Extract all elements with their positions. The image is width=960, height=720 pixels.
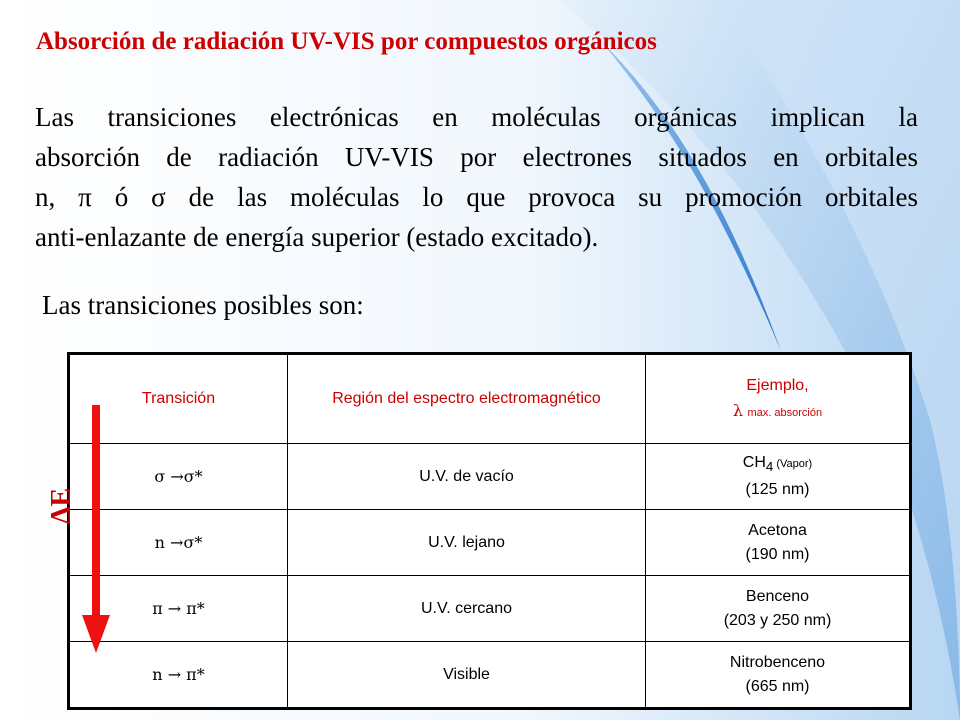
intro-paragraph [35,97,918,257]
header-region: Región del espectro electromagnético [288,354,646,444]
example-subscript: 4 [765,459,774,475]
example-value: (203 y 250 nm) [723,611,832,629]
header-example [646,354,911,444]
lambda-symbol: λ [732,401,744,420]
table-row [69,576,911,642]
example-compound: Nitrobenceno [729,653,826,671]
transitions-subtitle: Las transiciones posibles son: [42,290,364,320]
paragraph-line: anti-enlazante de energía superior (estado excitado). [35,222,599,252]
row-region: U.V. lejano [288,510,646,576]
lambda-note: max. absorción [747,407,823,419]
example-value: (665 nm) [745,677,810,695]
energy-arrow-icon [80,405,112,655]
row-transition: n →σ* [69,510,288,576]
row-region: Visible [288,642,646,709]
row-example [646,576,911,642]
row-transition: σ →σ* [69,444,288,510]
header-transition: Transición [69,354,288,444]
example-value: (125 nm) [745,480,810,498]
example-value: (190 nm) [745,545,810,563]
paragraph-line: absorción de radiación UV-VIS por electrones situados en orbitales [35,142,918,172]
row-transition: π → π* [69,576,288,642]
paragraph-line: n, π ó σ de las moléculas lo que provoca su promoción orbitales [35,182,918,212]
example-compound: Acetona [748,521,807,539]
row-region: U.V. cercano [288,576,646,642]
row-example [646,510,911,576]
paragraph-line: Las transiciones electrónicas en moléculas orgánicas implican la [35,102,918,132]
table-row [69,642,911,709]
slide-title: Absorción de radiación UV-VIS por compuestos orgánicos [36,28,657,55]
table-header-row [69,354,911,444]
header-example-label: Ejemplo, [746,377,809,394]
transitions-table [67,352,912,710]
table-row [69,510,911,576]
example-note: (Vapor) [773,458,813,471]
example-compound: CH [742,454,766,472]
example-compound: Benceno [745,587,810,605]
table-row [69,444,911,510]
row-example [646,444,911,510]
row-region: U.V. de vacío [288,444,646,510]
delta-e-label: ΔE [46,487,78,525]
row-transition: n → π* [69,642,288,709]
row-example [646,642,911,709]
